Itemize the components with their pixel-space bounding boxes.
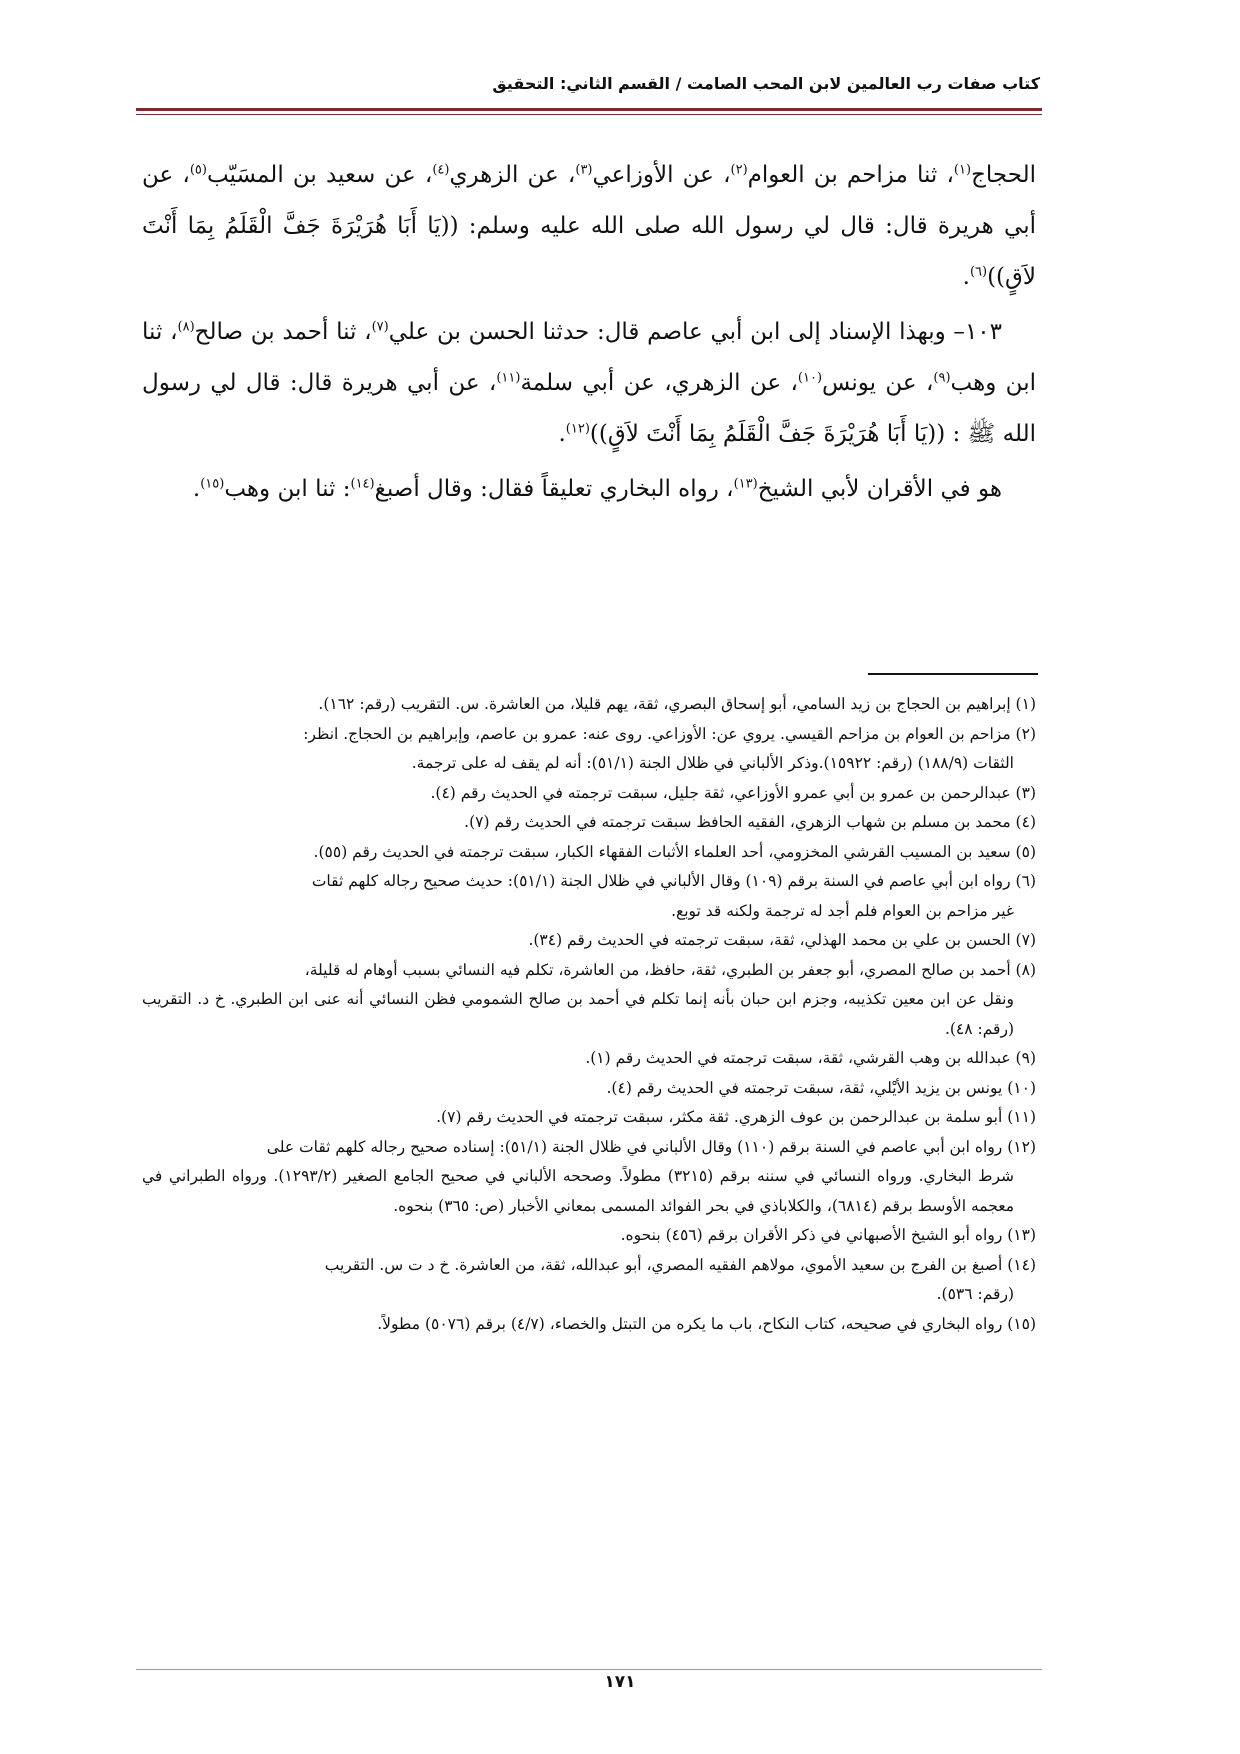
footnote-text: (٢) مزاحم بن العوام بن مزاحم القيسي. يروي عن: الأوزاعي. روى عنه: عمرو بن عاصم، وإبراهيم بن الحجاج. انظر: [303, 724, 1036, 743]
footnote-6 [142, 867, 1036, 926]
text-run: هو في الأقران لأبي الشيخ [757, 476, 1002, 502]
footnote-ref-7[interactable]: (٧) [371, 319, 389, 335]
footnote-continuation: ونقل عن ابن معين تكذيبه، وجزم ابن حبان بأنه إنما تكلم في أحمد بن صالح الشمومي فظن النسائي أنه عنى ابن الطبري. خ د. التقريب (رقم: ٤٨). [142, 990, 1014, 1038]
footnote-4 [142, 808, 1036, 838]
footnote-ref-14[interactable]: (١٤) [350, 476, 375, 492]
footnote-ref-10[interactable]: (١٠) [797, 370, 823, 386]
footnote-ref-6[interactable]: (٦) [969, 264, 988, 280]
footnote-text: (٣) عبدالرحمن بن عمرو بن أبي عمرو الأوزاعي، ثقة جليل، سبقت ترجمته في الحديث رقم (٤). [430, 783, 1036, 802]
text-run: ، رواه البخاري تعليقاً فقال: وقال أصبغ [374, 476, 734, 502]
text-run: ١٠٣– وبهذا الإسناد إلى ابن أبي عاصم قال: حدثنا الحسن بن علي [388, 319, 1002, 345]
page-number: ١٧١ [604, 1672, 636, 1692]
text-run: ، عن الأوزاعي [592, 162, 731, 188]
text-run: ، عن أبي هريرة قال: قال لي رسول الله ﷺ : ((يَا أَبَا هُرَيْرَةَ جَفَّ الْقَلَمُ بِمَا أَنْتَ لاَقٍ)) [142, 370, 1036, 447]
footnote-5 [142, 838, 1036, 868]
header-rule [136, 108, 1042, 111]
footnote-text: (١١) أبو سلمة بن عبدالرحمن بن عوف الزهري. ثقة مكثر، سبقت ترجمته في الحديث رقم (٧). [436, 1108, 1036, 1126]
footnote-continuation: الثقات (١٨٨/٩) (رقم: ١٥٩٢٢).وذكر الألباني في ظلال الجنة (٥١/١): أنه لم يقف له على ترجمة. [411, 754, 1014, 772]
footnote-continuation: غير مزاحم بن العوام فلم أجد له ترجمة ولكنه قد توبع. [671, 901, 1014, 920]
text-run: ، ثنا ابن وهب [142, 319, 1036, 396]
footnote-ref-1[interactable]: (١) [953, 162, 972, 178]
header-rule-thin [136, 114, 1042, 115]
paragraph-2 [142, 307, 1036, 460]
footnote-text: (١٠) يونس بن يزيد الأيْلي، ثقة، سبقت ترجمته في الحديث رقم (٤). [606, 1078, 1036, 1097]
footnote-1 [142, 690, 1036, 720]
footnote-text: (١٥) رواه البخاري في صحيحه، كتاب النكاح، باب ما يكره من التبتل والخصاء، (٤/٧) برقم (٥٠٧٦) مطولاً. [377, 1314, 1036, 1333]
footnote-13 [142, 1221, 1036, 1251]
footnote-text: (٨) أحمد بن صالح المصري، أبو جعفر بن الطبري، ثقة، حافظ، من العاشرة، تكلم فيه النسائي بسبب أوهام له قليلة، [304, 960, 1036, 979]
footnote-7 [142, 926, 1036, 956]
footnote-3 [142, 779, 1036, 809]
footnote-text: (١٢) رواه ابن أبي عاصم في السنة برقم (١١٠) وقال الألباني في ظلال الجنة (٥١/١): إسناده صحيح رجاله كلهم ثقات على [266, 1137, 1036, 1156]
footnote-ref-15[interactable]: (١٥) [200, 476, 225, 492]
text-run: ، عن يونس [822, 370, 934, 396]
footnote-ref-9[interactable]: (٩) [933, 370, 951, 386]
text-run: ، ثنا مزاحم بن العوام [747, 162, 954, 188]
footnote-separator [868, 673, 1038, 675]
text-run: الحجاج [971, 162, 1037, 188]
running-header: كتاب صفات رب العالمين لابن المحب الصامت / القسم الثاني: التحقيق [492, 74, 1040, 93]
paragraph-3 [142, 464, 1036, 515]
footnote-ref-2[interactable]: (٢) [730, 162, 748, 178]
footnote-ref-5[interactable]: (٥) [189, 162, 207, 178]
footnote-text: (٤) محمد بن مسلم بن شهاب الزهري، الفقيه الحافظ سبقت ترجمته في الحديث رقم (٧). [464, 813, 1036, 831]
footnote-2 [142, 720, 1036, 779]
text-run: . [192, 476, 201, 502]
footnote-text: (٦) رواه ابن أبي عاصم في السنة برقم (١٠٩) وقال الألباني في ظلال الجنة (٥١/١): حديث صحيح رجاله كلهم ثقات [311, 872, 1036, 890]
footnote-ref-3[interactable]: (٣) [575, 162, 593, 178]
footnote-ref-12[interactable]: (١٢) [565, 421, 590, 437]
footnote-9 [142, 1044, 1036, 1074]
footnote-ref-13[interactable]: (١٣) [733, 476, 758, 492]
text-run: ، ثنا أحمد بن صالح [194, 319, 372, 345]
footnote-text: (١) إبراهيم بن الحجاج بن زيد السامي، أبو إسحاق البصري، ثقة، يهم قليلا، من العاشرة. س. التقريب (رقم: ١٦٢). [318, 695, 1036, 713]
footnote-ref-4[interactable]: (٤) [432, 162, 450, 178]
footnote-11 [142, 1103, 1036, 1133]
text-run: : ثنا ابن وهب [224, 476, 351, 502]
footnote-14 [142, 1251, 1036, 1310]
footnote-text: (١٤) أصبغ بن الفرج بن سعيد الأموي، مولاهم الفقيه المصري، أبو عبدالله، ثقة، من العاشرة. خ د ت س. التقريب [324, 1255, 1036, 1274]
footnote-ref-8[interactable]: (٨) [177, 319, 195, 335]
footnote-15 [142, 1310, 1036, 1340]
text-run: . [962, 264, 970, 290]
footnote-12 [142, 1133, 1036, 1222]
text-run: ، عن الزهري [449, 162, 576, 188]
text-run: ، عن أبي هريرة قال: قال لي رسول الله صلى الله عليه وسلم: ((يَا أَبَا هُرَيْرَةَ جَفَّ الْقَلَمُ بِمَا أَنْتَ لاَقٍ)) [142, 162, 1036, 290]
footnote-text: (٥) سعيد بن المسيب القرشي المخزومي، أحد العلماء الأثبات الفقهاء الكبار، سبقت ترجمته في الحديث رقم (٥٥). [313, 842, 1036, 861]
text-run: . [558, 421, 566, 447]
footnote-text: (١٣) رواه أبو الشيخ الأصبهاني في ذكر الأقران برقم (٤٥٦) بنحوه. [620, 1226, 1036, 1244]
paragraph-1 [142, 150, 1036, 303]
footnote-10 [142, 1074, 1036, 1104]
footnote-text: (٧) الحسن بن علي بن محمد الهذلي، ثقة، سبقت ترجمته في الحديث رقم (٣٤). [528, 931, 1036, 949]
footnote-text: (٩) عبدالله بن وهب القرشي، ثقة، سبقت ترجمته في الحديث رقم (١). [585, 1049, 1036, 1067]
footnotes [142, 690, 1036, 1339]
footnote-continuation: (رقم: ٥٣٦). [936, 1285, 1014, 1303]
footnote-8 [142, 956, 1036, 1045]
text-run: ، عن الزهري، عن أبي سلمة [520, 370, 798, 396]
main-text [142, 150, 1036, 515]
text-run: ، عن سعيد بن المسَيّب [206, 162, 433, 188]
footer-rule [136, 1669, 1042, 1670]
footnote-continuation: شرط البخاري. ورواه النسائي في سننه برقم (٣٢١٥) مطولاً. وصححه الألباني في صحيح الجامع الصغير (١٢٩٣/٢). ورواه الطبراني في معجمه الأوسط برقم (٦٨١٤)، والكلاباذي في بحر الفوائد المسمى بمعاني الأخبار (ص: ٣٦٥) بنحوه. [142, 1167, 1015, 1215]
footnote-ref-11[interactable]: (١١) [496, 370, 521, 386]
